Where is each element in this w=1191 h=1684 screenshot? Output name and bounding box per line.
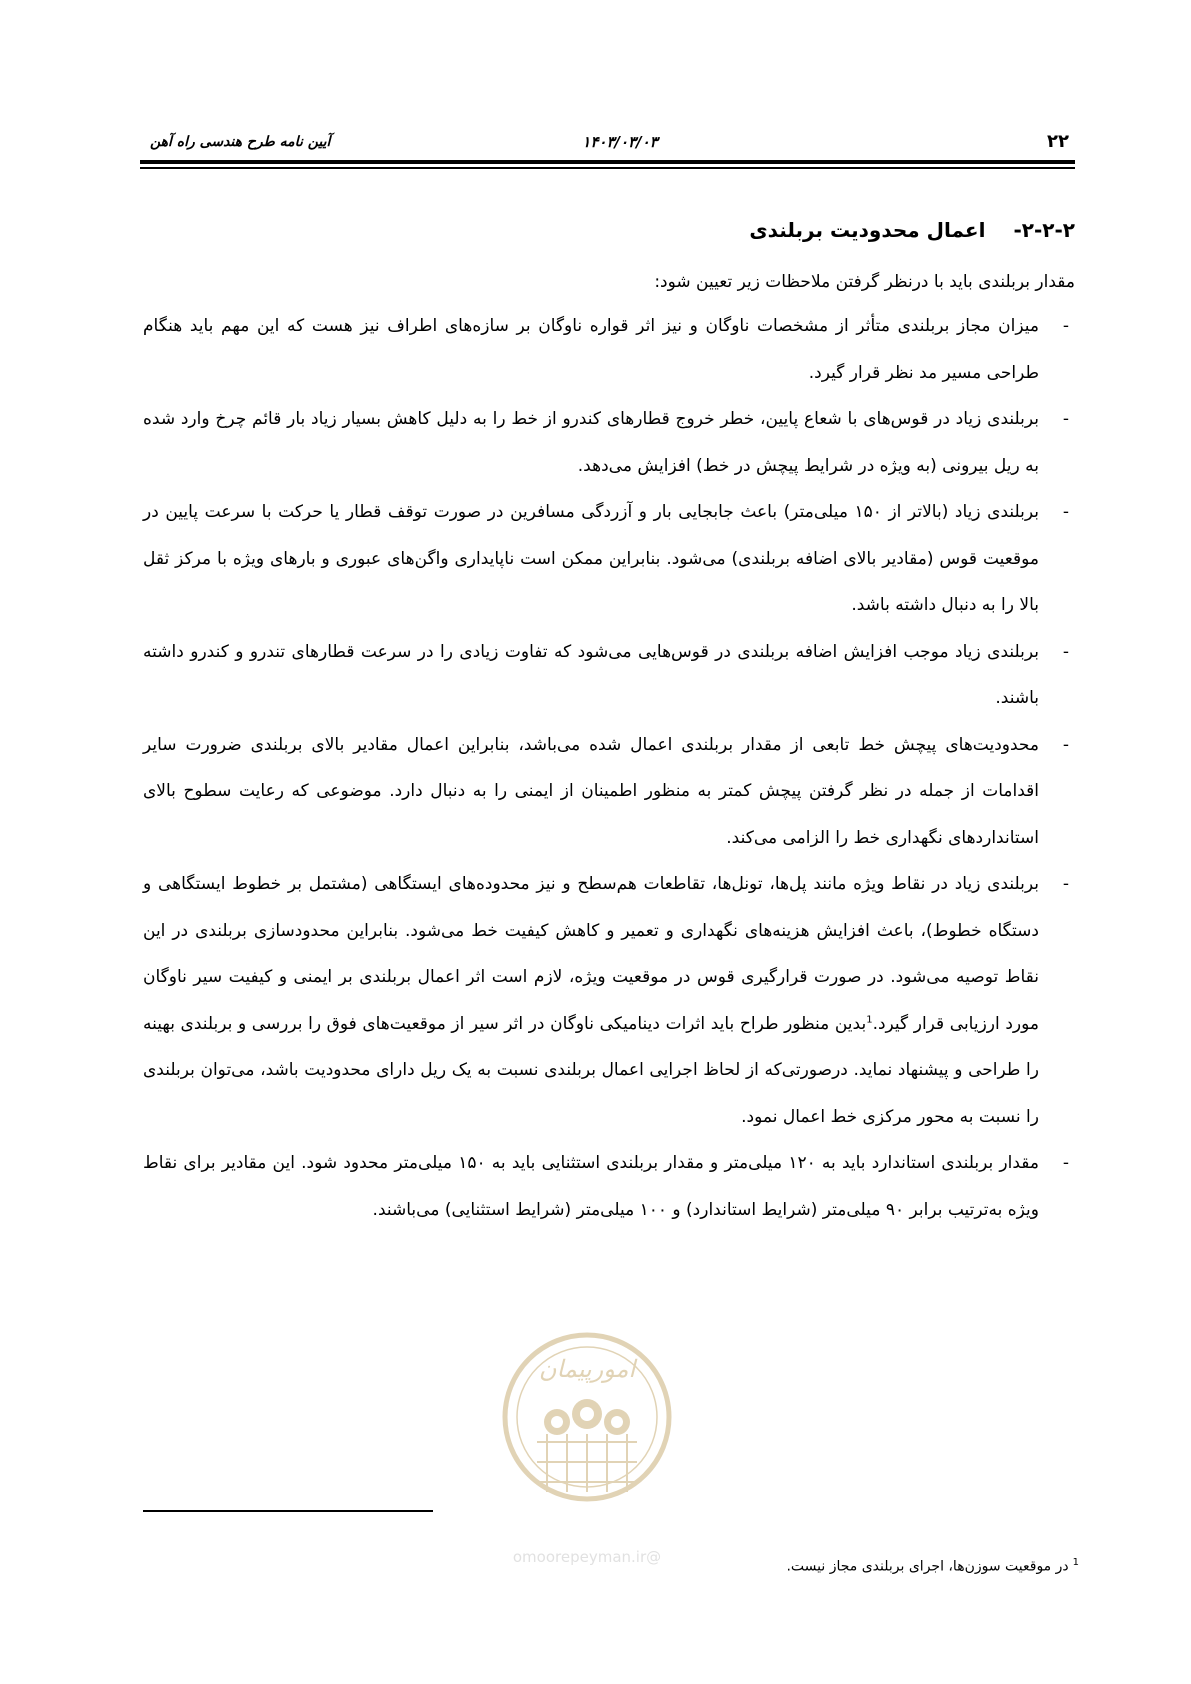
bullet-dash: -: [1062, 502, 1069, 522]
bullet-text: بربلندی زیاد موجب افزایش اضافه بربلندی در قوس‌هایی می‌شود که تفاوت زیادی را در سرعت قطارهای تندرو و کندرو داشته باشند.: [143, 641, 1039, 708]
bullet-dash: -: [1062, 1153, 1069, 1173]
bullet-text-before-footnote: بربلندی زیاد در نقاط ویژه مانند پل‌ها، تونل‌ها، تقاطعات هم‌سطح و نیز محدوده‌های ایستگاهی (مشتمل بر خطوط ایستگاهی و دستگاه خطوط)، باعث افزایش هزینه‌های نگهداری و تعمیر و کاهش کیفیت خط می‌شود. بنابراین محدودسازی بربلندی در این نقاط توصیه می‌شود. در صورت قرارگیری قوس در موقعیت ویژه، لازم است اثر اعمال بربلندی بر ایمنی و کیفیت سیر ناوگان مورد ارزیابی قرار گیرد.: [143, 874, 1039, 1034]
bullet-text: میزان مجاز بربلندی متأثر از مشخصات ناوگان و نیز اثر قواره ناوگان بر سازه‌های اطراف نیز هست که این مهم باید هنگام طراحی مسیر مد نظر قرار گیرد.: [143, 316, 1039, 383]
watermark-grid-icon: [537, 1434, 637, 1492]
bullet-dash: -: [1062, 409, 1069, 429]
list-item: [143, 303, 1075, 396]
section-number: ۲-۲-۲-: [1013, 218, 1075, 242]
bullet-text: مقدار بربلندی استاندارد باید به ۱۲۰ میلی‌متر و مقدار بربلندی استثنایی باید به ۱۵۰ میلی‌متر محدود شود. این مقادیر برای نقاط ویژه به‌ترتیب برابر ۹۰ میلی‌متر (شرایط استاندارد) و ۱۰۰ میلی‌متر (شرایط استثنایی) می‌باشند.: [143, 1153, 1039, 1220]
page-number: ۲۲: [1047, 131, 1069, 152]
bullet-dash: -: [1062, 734, 1069, 755]
page-body: [143, 215, 1075, 1233]
list-item: [143, 722, 1075, 862]
page-header: [140, 122, 1075, 158]
bullet-dash: -: [1062, 874, 1069, 894]
footnote-separator: [143, 1510, 433, 1512]
bullet-text: بربلندی زیاد (بالاتر از ۱۵۰ میلی‌متر) باعث جابجایی بار و آزردگی مسافرین در صورت توقف قطار یا حرکت با سرعت پایین در موقعیت قوس (مقادیر بالای اضافه بربلندی) می‌شود. بنابراین ممکن است ناپایداری واگن‌های عبوری و بارهای ویژه با مرکز ثقل بالا را به دنبال داشته باشد.: [143, 502, 1039, 615]
footnote-text: در موقعیت سوزن‌ها، اجرای بربلندی مجاز نیست.: [786, 1558, 1069, 1575]
intro-paragraph: مقدار بربلندی باید با درنظر گرفتن ملاحظات زیر تعیین شود:: [654, 272, 1075, 292]
document-title: آیین نامه طرح هندسی راه آهن: [150, 134, 331, 150]
bullet-dash: -: [1062, 641, 1069, 662]
list-item: [143, 396, 1075, 489]
list-item: [143, 489, 1075, 629]
header-date: ۱۴۰۳/۰۳/۰۳: [582, 133, 658, 151]
header-rule-thin: [140, 167, 1075, 169]
bullet-text: بربلندی زیاد در قوس‌های با شعاع پایین، خطر خروج قطارهای کندرو از خط را به دلیل کاهش بسیار زیاد بار قائم چرخ وارد شده به ریل بیرونی (به ویژه در شرایط پیچش در خط) افزایش می‌دهد.: [143, 409, 1039, 476]
footnote: [786, 1553, 1079, 1577]
header-rule: [140, 160, 1075, 164]
watermark-url: @omoorepeyman.ir: [512, 1548, 662, 1566]
watermark-logo: [492, 1322, 682, 1572]
bullet-list: [143, 303, 1075, 1233]
bullet-text-after-footnote: بدین منظور طراح باید اثرات دینامیکی ناوگان در اثر سیر از موقعیت‌های فوق را بررسی و بربلندی بهینه را طراحی و پیشنهاد نماید. درصورتی‌که از لحاظ اجرایی اعمال بربلندی نسبت به یک ریل دارای محدودیت باشد، می‌توان بربلندی را نسبت به محور مرکزی خط اعمال نمود.: [143, 1013, 1039, 1127]
section-heading: [143, 215, 1075, 245]
bullet-text: محدودیت‌های پیچش خط تابعی از مقدار بربلندی اعمال شده می‌باشد، بنابراین اعمال مقادیر بالای بربلندی ضرورت سایر اقدامات از جمله در نظر گرفتن پیچش کمتر به منظور اطمینان از ایمنی را به دنبال دارد. موضوعی که رعایت سطوح بالای استانداردهای نگهداری خط را الزامی می‌کند.: [143, 734, 1039, 848]
section-title: اعمال محدودیت بربلندی: [749, 218, 986, 242]
list-item: [143, 861, 1075, 1140]
footnote-reference[interactable]: 1: [866, 1013, 873, 1025]
bullet-dash: -: [1062, 316, 1069, 336]
footnote-number: 1: [1072, 1557, 1079, 1568]
watermark-logo-text: امورپیمان: [538, 1355, 636, 1383]
list-item: [143, 1140, 1075, 1233]
list-item: [143, 629, 1075, 722]
